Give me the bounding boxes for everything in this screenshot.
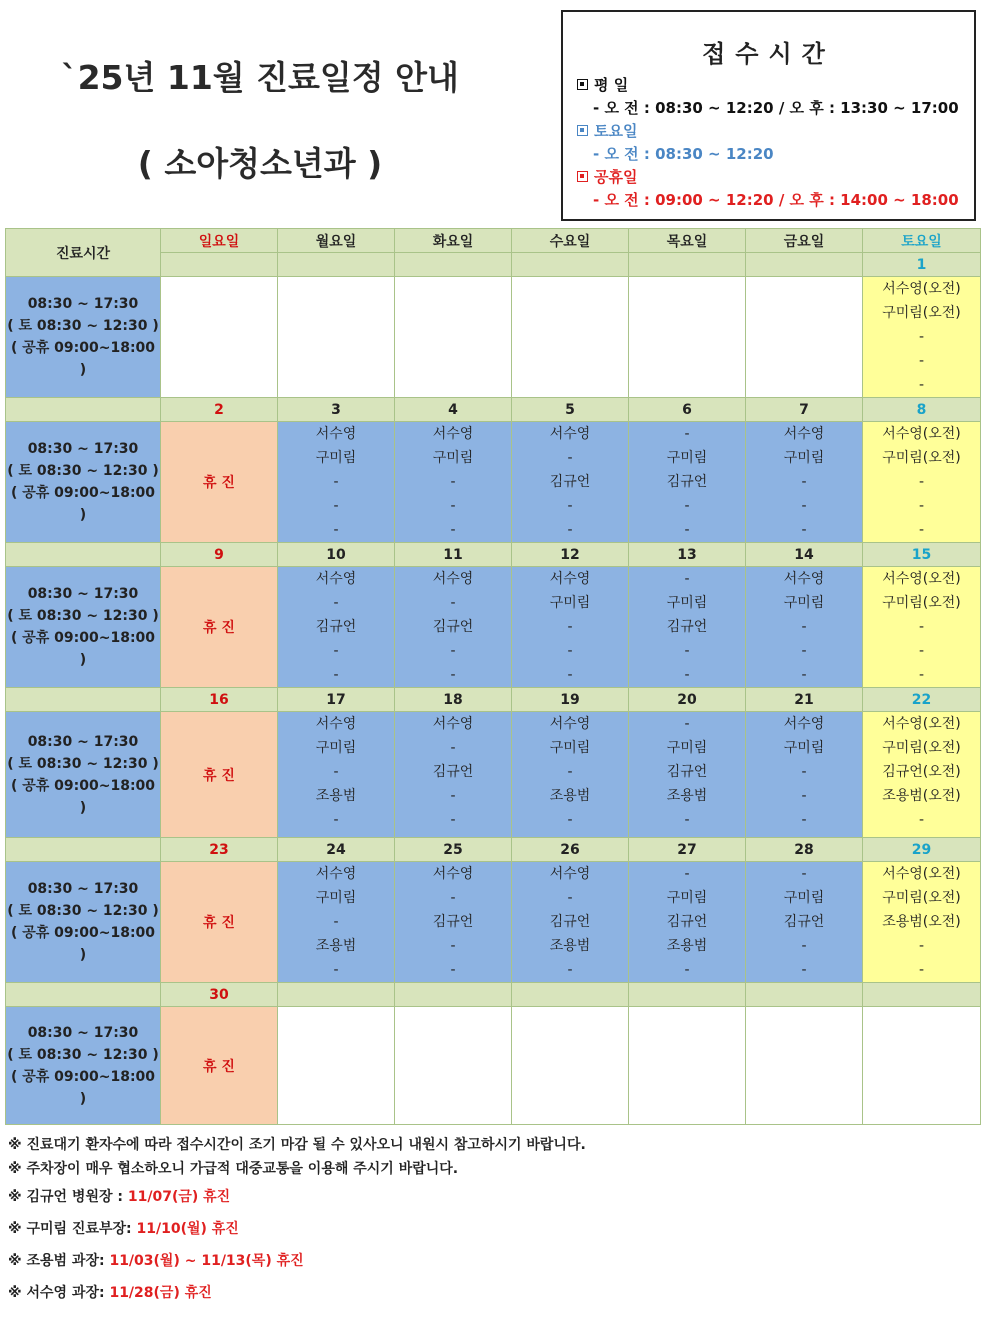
doctor-line: - [567,667,573,683]
hours-line: ( 토 08:30 ~ 12:30 ) [7,755,159,772]
doctor-cell [278,862,395,983]
hours-cell [6,422,161,543]
hours-cell [6,277,161,398]
date-number [863,983,981,1007]
hours-cell [6,567,161,688]
square-bullet-icon [577,79,588,90]
date-number: 20 [629,688,746,712]
date-row-blank [6,838,161,862]
doctor-line: - [684,962,690,978]
doctor-cell [278,567,395,688]
hours-cell [6,862,161,983]
date-number: 13 [629,543,746,567]
doctor-line: - [918,962,925,978]
doctor-line: - [450,643,456,659]
doctor-line: - [333,643,339,659]
hours-line: ( 토 08:30 ~ 12:30 ) [7,1046,159,1063]
doctor-line: - [450,938,456,954]
doctor-line: - [918,522,925,538]
doctor-line: - [801,764,807,780]
hours-line: 08:30 ~ 17:30 [27,441,139,457]
doctor-cell [512,567,629,688]
note-highlight: 11/10(월) 휴진 [136,1221,239,1237]
closed-cell: 휴 진 [161,712,278,838]
doctor-line: - [567,450,573,466]
doctor-line: - [450,667,456,683]
doctor-line: - [567,643,573,659]
note-text: ※ 김규언 병원장 : [8,1189,128,1205]
doctor-cell [278,422,395,543]
doctor-line: 김규언 [549,474,591,490]
doctor-line: - [333,764,339,780]
doctor-line: 김규언 [666,619,708,635]
date-number: 12 [512,543,629,567]
doctor-line: - [450,522,456,538]
note-line [8,1250,304,1270]
doctor-line: - [684,716,690,732]
doctor-cell [278,712,395,838]
doctor-line: - [801,522,807,538]
doctor-line: 구미림(오전) [882,305,961,321]
doctor-line: 구미림 [666,450,708,466]
empty-cell [278,1007,395,1125]
doctor-line: 구미림 [432,450,474,466]
doctor-line: - [918,643,925,659]
doctor-line: - [684,643,690,659]
doctor-line: - [567,962,573,978]
doctor-line: 조용범(오전) [882,914,961,930]
note-text: ※ 진료대기 환자수에 따라 접수시간이 조기 마감 될 수 있사오니 내원시 참고하시기 바랍니다. [8,1137,586,1153]
doctor-line: 김규언 [432,914,474,930]
doctor-line: 서수영(오전) [882,571,961,587]
note-highlight: 11/28(금) 휴진 [109,1285,212,1301]
date-number [395,983,512,1007]
doctor-line: - [333,667,339,683]
doctor-line: 서수영 [549,426,591,442]
doctor-cell [395,712,512,838]
date-number: 22 [863,688,981,712]
doctor-cell [629,712,746,838]
doctor-line: 구미림 [783,450,825,466]
doctor-line: - [567,619,573,635]
doctor-line: - [684,571,690,587]
doctor-line: - [333,474,339,490]
date-number: 2 [161,398,278,422]
date-number [512,253,629,277]
doctor-line: - [684,812,690,828]
day-header: 목요일 [629,229,746,253]
hours-line: ( 토 08:30 ~ 12:30 ) [7,608,159,624]
doctor-line: - [567,764,573,780]
doctor-line: 서수영 [783,571,825,587]
doctor-cell [863,712,981,838]
doctor-line: - [450,812,456,828]
hours-cell [6,1007,161,1125]
date-number: 9 [161,543,278,567]
date-number [161,253,278,277]
doctor-line: 서수영 [549,866,591,882]
doctor-line: 조용범 [666,938,708,954]
date-number: 28 [746,838,863,862]
empty-cell [395,1007,512,1125]
doctor-line: - [801,619,807,635]
saturday-label: 토요일 [594,122,638,140]
hours-line: ( 토 08:30 ~ 12:30 ) [7,903,159,919]
doctor-line: - [918,667,925,683]
doctor-line: - [918,474,925,490]
doctor-line: - [684,426,690,442]
doctor-line: 구미림 [783,595,825,611]
doctor-line: - [450,962,456,978]
doctor-cell [863,277,981,398]
doctor-line: - [333,498,339,514]
hours-line: ( 공휴 09:00~18:00 ) [10,777,156,816]
date-number: 24 [278,838,395,862]
date-number: 6 [629,398,746,422]
doctor-line: 서수영 [432,426,474,442]
doctor-line: 조용범 [549,788,591,804]
empty-cell [161,277,278,398]
date-row-blank [6,983,161,1007]
date-number: 1 [863,253,981,277]
doctor-line: 구미림 [315,450,357,466]
doctor-cell [746,567,863,688]
date-number: 25 [395,838,512,862]
doctor-line: - [918,619,925,635]
date-number: 11 [395,543,512,567]
page-subtitle: ( 소아청소년과 ) [137,144,383,183]
holiday-label: 공휴일 [594,168,638,186]
date-number [629,253,746,277]
hours-line: ( 공휴 09:00~18:00 ) [10,630,156,668]
doctor-line: 서수영(오전) [882,716,961,732]
doctor-line: 서수영 [315,716,357,732]
doctor-line: - [801,643,807,659]
note-highlight: 11/07(금) 휴진 [127,1189,231,1205]
weekday-label: 평 일 [594,76,629,94]
date-number: 7 [746,398,863,422]
note-line [8,1134,586,1154]
doctor-line: - [567,498,573,514]
date-row-blank [6,543,161,567]
doctor-cell [512,862,629,983]
doctor-line: - [801,866,807,882]
hours-line: 08:30 ~ 17:30 [27,296,139,312]
doctor-line: - [684,667,690,683]
date-number: 4 [395,398,512,422]
doctor-line: - [918,353,925,369]
day-header: 토요일 [863,229,981,253]
empty-cell [863,1007,981,1125]
doctor-line: 서수영 [549,716,591,732]
doctor-line: - [333,595,339,611]
doctor-line: 서수영(오전) [882,281,961,297]
doctor-line: 조용범(오전) [882,788,961,804]
doctor-line: 조용범 [315,788,357,804]
note-line [8,1218,239,1238]
hours-line: 08:30 ~ 17:30 [27,733,139,750]
hours-line: ( 공휴 09:00~18:00 ) [10,485,156,523]
date-number [395,253,512,277]
square-bullet-icon [577,171,588,182]
date-number [278,983,395,1007]
doctor-cell [395,422,512,543]
doctor-line: 서수영 [432,571,474,587]
day-header: 화요일 [395,229,512,253]
doctor-line: - [801,498,807,514]
doctor-line: 김규언(오전) [882,764,961,780]
date-number: 17 [278,688,395,712]
closed-cell: 휴 진 [161,1007,278,1125]
doctor-line: - [801,474,807,490]
empty-cell [629,1007,746,1125]
day-header: 수요일 [512,229,629,253]
note-text: ※ 조용범 과장: [8,1253,110,1269]
date-number: 19 [512,688,629,712]
doctor-cell [395,862,512,983]
hours-line: 08:30 ~ 17:30 [27,881,139,897]
hours-line: 08:30 ~ 17:30 [27,586,139,602]
empty-cell [395,277,512,398]
doctor-line: 구미림 [666,890,708,906]
date-number: 27 [629,838,746,862]
day-header: 금요일 [746,229,863,253]
square-bullet-icon [577,125,588,136]
note-highlight: 11/03(월) ~ 11/13(목) 휴진 [109,1253,304,1269]
date-number: 21 [746,688,863,712]
note-line [8,1282,212,1302]
doctor-line: 김규언 [315,619,357,635]
saturday-label-line [577,120,637,141]
doctor-line: 구미림(오전) [882,890,961,906]
date-number: 5 [512,398,629,422]
closed-cell: 휴 진 [161,862,278,983]
doctor-line: 서수영 [783,426,825,442]
empty-cell [746,1007,863,1125]
doctor-cell [863,567,981,688]
date-number: 3 [278,398,395,422]
doctor-line: - [567,812,573,828]
doctor-line: 조용범 [666,788,708,804]
doctor-line: 서수영(오전) [882,426,961,442]
date-number: 26 [512,838,629,862]
hours-line: ( 공휴 09:00~18:00 ) [10,1068,156,1107]
doctor-line: 서수영 [315,866,357,882]
doctor-line: 조용범 [549,938,591,954]
date-number: 10 [278,543,395,567]
closed-cell: 휴 진 [161,567,278,688]
saturday-hours: - 오 전 : 08:30 ~ 12:20 [593,145,774,163]
doctor-line: 서수영 [432,716,474,732]
doctor-line: 서수영 [783,716,825,732]
doctor-line: 김규언 [666,474,708,490]
doctor-line: 서수영 [432,866,474,882]
doctor-line: - [918,377,925,393]
doctor-cell [746,712,863,838]
doctor-line: 서수영(오전) [882,866,961,882]
doctor-line: - [918,329,925,345]
hours-line: ( 토 08:30 ~ 12:30 ) [7,318,159,334]
doctor-line: 김규언 [432,619,474,635]
doctor-cell [629,862,746,983]
doctor-line: 구미림 [666,595,708,611]
date-number: 30 [161,983,278,1007]
doctor-line: - [450,890,456,906]
hours-line: 08:30 ~ 17:30 [27,1024,139,1041]
note-line [8,1186,230,1206]
doctor-line: 구미림 [315,740,357,756]
doctor-cell [629,567,746,688]
doctor-line: 구미림(오전) [882,740,961,756]
doctor-line: - [450,498,456,514]
doctor-line: - [333,522,339,538]
date-number: 15 [863,543,981,567]
doctor-line: - [801,812,807,828]
doctor-line: - [450,788,456,804]
date-number [746,983,863,1007]
note-text: ※ 주차장이 매우 협소하오니 가급적 대중교통을 이용해 주시기 바랍니다. [8,1161,459,1177]
date-number: 14 [746,543,863,567]
doctor-line: - [801,788,807,804]
doctor-line: 서수영 [315,571,357,587]
doctor-cell [746,422,863,543]
doctor-line: 김규언 [783,914,825,930]
doctor-line: - [333,962,339,978]
reception-title: 접수시간 [702,40,835,68]
doctor-line: 구미림 [549,595,591,611]
doctor-cell [512,712,629,838]
doctor-cell [512,422,629,543]
doctor-line: 서수영 [549,571,591,587]
reception-hours-box [561,10,976,221]
empty-cell [746,277,863,398]
doctor-line: 구미림 [783,890,825,906]
doctor-line: - [567,890,573,906]
doctor-line: - [801,667,807,683]
doctor-line: - [567,522,573,538]
closed-cell: 휴 진 [161,422,278,543]
empty-cell [629,277,746,398]
hours-line: ( 토 08:30 ~ 12:30 ) [7,463,159,479]
doctor-cell [395,567,512,688]
doctor-line: 김규언 [432,764,474,780]
doctor-cell [863,862,981,983]
doctor-line: - [333,812,339,828]
date-number [512,983,629,1007]
doctor-line: 김규언 [549,914,591,930]
doctor-line: 김규언 [666,764,708,780]
doctor-line: 구미림 [549,740,591,756]
date-number [746,253,863,277]
date-number: 23 [161,838,278,862]
day-header: 월요일 [278,229,395,253]
date-number: 18 [395,688,512,712]
empty-cell [512,1007,629,1125]
doctor-cell [629,422,746,543]
schedule-calendar [5,228,981,1125]
doctor-line: - [918,938,925,954]
weekday-label-line [577,74,628,95]
doctor-line: 서수영 [315,426,357,442]
hours-cell [6,712,161,838]
doctor-line: 구미림(오전) [882,450,961,466]
date-row-blank [6,688,161,712]
hours-line: ( 공휴 09:00~18:00 ) [10,340,156,378]
doctor-line: - [684,498,690,514]
doctor-line: - [450,474,456,490]
doctor-line: - [684,522,690,538]
doctor-line: - [450,595,456,611]
doctor-line: - [918,498,925,514]
empty-cell [278,277,395,398]
doctor-line: 구미림(오전) [882,595,961,611]
holiday-label-line [577,166,637,187]
doctor-line: - [684,866,690,882]
empty-cell [512,277,629,398]
note-line [8,1158,458,1178]
date-number: 29 [863,838,981,862]
doctor-line: - [918,812,925,828]
note-text: ※ 서수영 과장: [8,1285,110,1301]
date-number: 16 [161,688,278,712]
hours-line: ( 공휴 09:00~18:00 ) [10,925,156,963]
doctor-cell [746,862,863,983]
date-number [629,983,746,1007]
date-row-blank [6,398,161,422]
doctor-line: 김규언 [666,914,708,930]
doctor-line: 구미림 [315,890,357,906]
day-header: 일요일 [161,229,278,253]
holiday-hours: - 오 전 : 09:00 ~ 12:20 / 오 후 : 14:00 ~ 18:00 [593,191,959,209]
weekday-hours: - 오 전 : 08:30 ~ 12:20 / 오 후 : 13:30 ~ 17:00 [593,99,959,117]
doctor-line: - [333,914,339,930]
corner-label: 진료시간 [6,229,161,277]
doctor-line: - [450,740,456,756]
doctor-line: - [801,938,807,954]
page-title: `25년 11월 진료일정 안내 [61,58,459,97]
date-number: 8 [863,398,981,422]
doctor-cell [863,422,981,543]
doctor-line: 조용범 [315,938,357,954]
doctor-line: - [801,962,807,978]
note-text: ※ 구미림 진료부장: [8,1221,137,1237]
date-number [278,253,395,277]
doctor-line: 구미림 [783,740,825,756]
doctor-line: 구미림 [666,740,708,756]
